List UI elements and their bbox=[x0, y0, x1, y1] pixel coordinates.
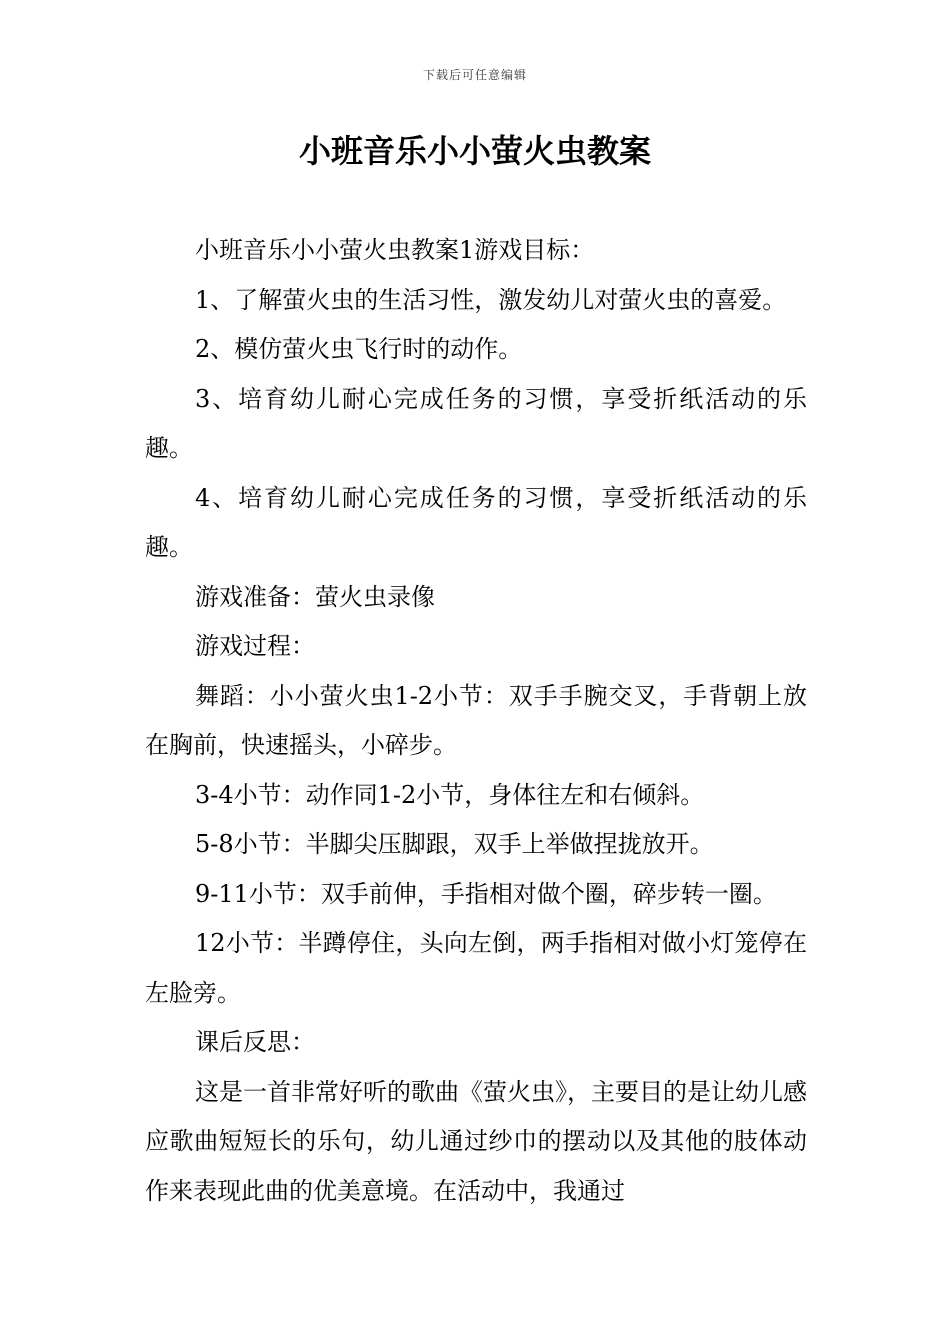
paragraph: 1、了解萤火虫的生活习性，激发幼儿对萤火虫的喜爱。 bbox=[195, 285, 787, 314]
paragraph: 游戏准备：萤火虫录像 bbox=[195, 582, 435, 611]
paragraph: 5-8小节：半脚尖压脚跟，双手上举做捏拢放开。 bbox=[195, 830, 714, 858]
paragraph: 3、培育幼儿耐心完成任务的习惯，享受折纸活动的乐趣。 bbox=[145, 384, 807, 462]
paragraph: 游戏过程： bbox=[195, 632, 315, 660]
paragraph: 舞蹈：小小萤火虫1-2小节：双手手腕交叉，手背朝上放在胸前，快速摇头，小碎步。 bbox=[145, 681, 807, 759]
header-note: 下载后可任意编辑 bbox=[422, 68, 527, 82]
paragraph: 这是一首非常好听的歌曲《萤火虫》，主要目的是让幼儿感应歌曲短短长的乐句，幼儿通过纱巾的摆动以及其他的肢体动作来表现此曲的优美意境。在活动中，我通过 bbox=[145, 1077, 807, 1205]
paragraph: 9-11小节：双手前伸，手指相对做个圈，碎步转一圈。 bbox=[195, 879, 777, 908]
paragraph: 12小节：半蹲停住，头向左倒，两手指相对做小灯笼停在左脸旁。 bbox=[145, 929, 807, 1007]
paragraph: 4、培育幼儿耐心完成任务的习惯，享受折纸活动的乐趣。 bbox=[145, 483, 807, 561]
paragraph: 2、模仿萤火虫飞行时的动作。 bbox=[195, 335, 523, 363]
document-body bbox=[145, 226, 807, 1216]
paragraph: 课后反思： bbox=[195, 1028, 315, 1056]
document-title: 小班音乐小小萤火虫教案 bbox=[298, 132, 651, 170]
paragraph: 小班音乐小小萤火虫教案1游戏目标： bbox=[195, 236, 595, 264]
paragraph: 3-4小节：动作同1-2小节，身体往左和右倾斜。 bbox=[195, 780, 705, 809]
